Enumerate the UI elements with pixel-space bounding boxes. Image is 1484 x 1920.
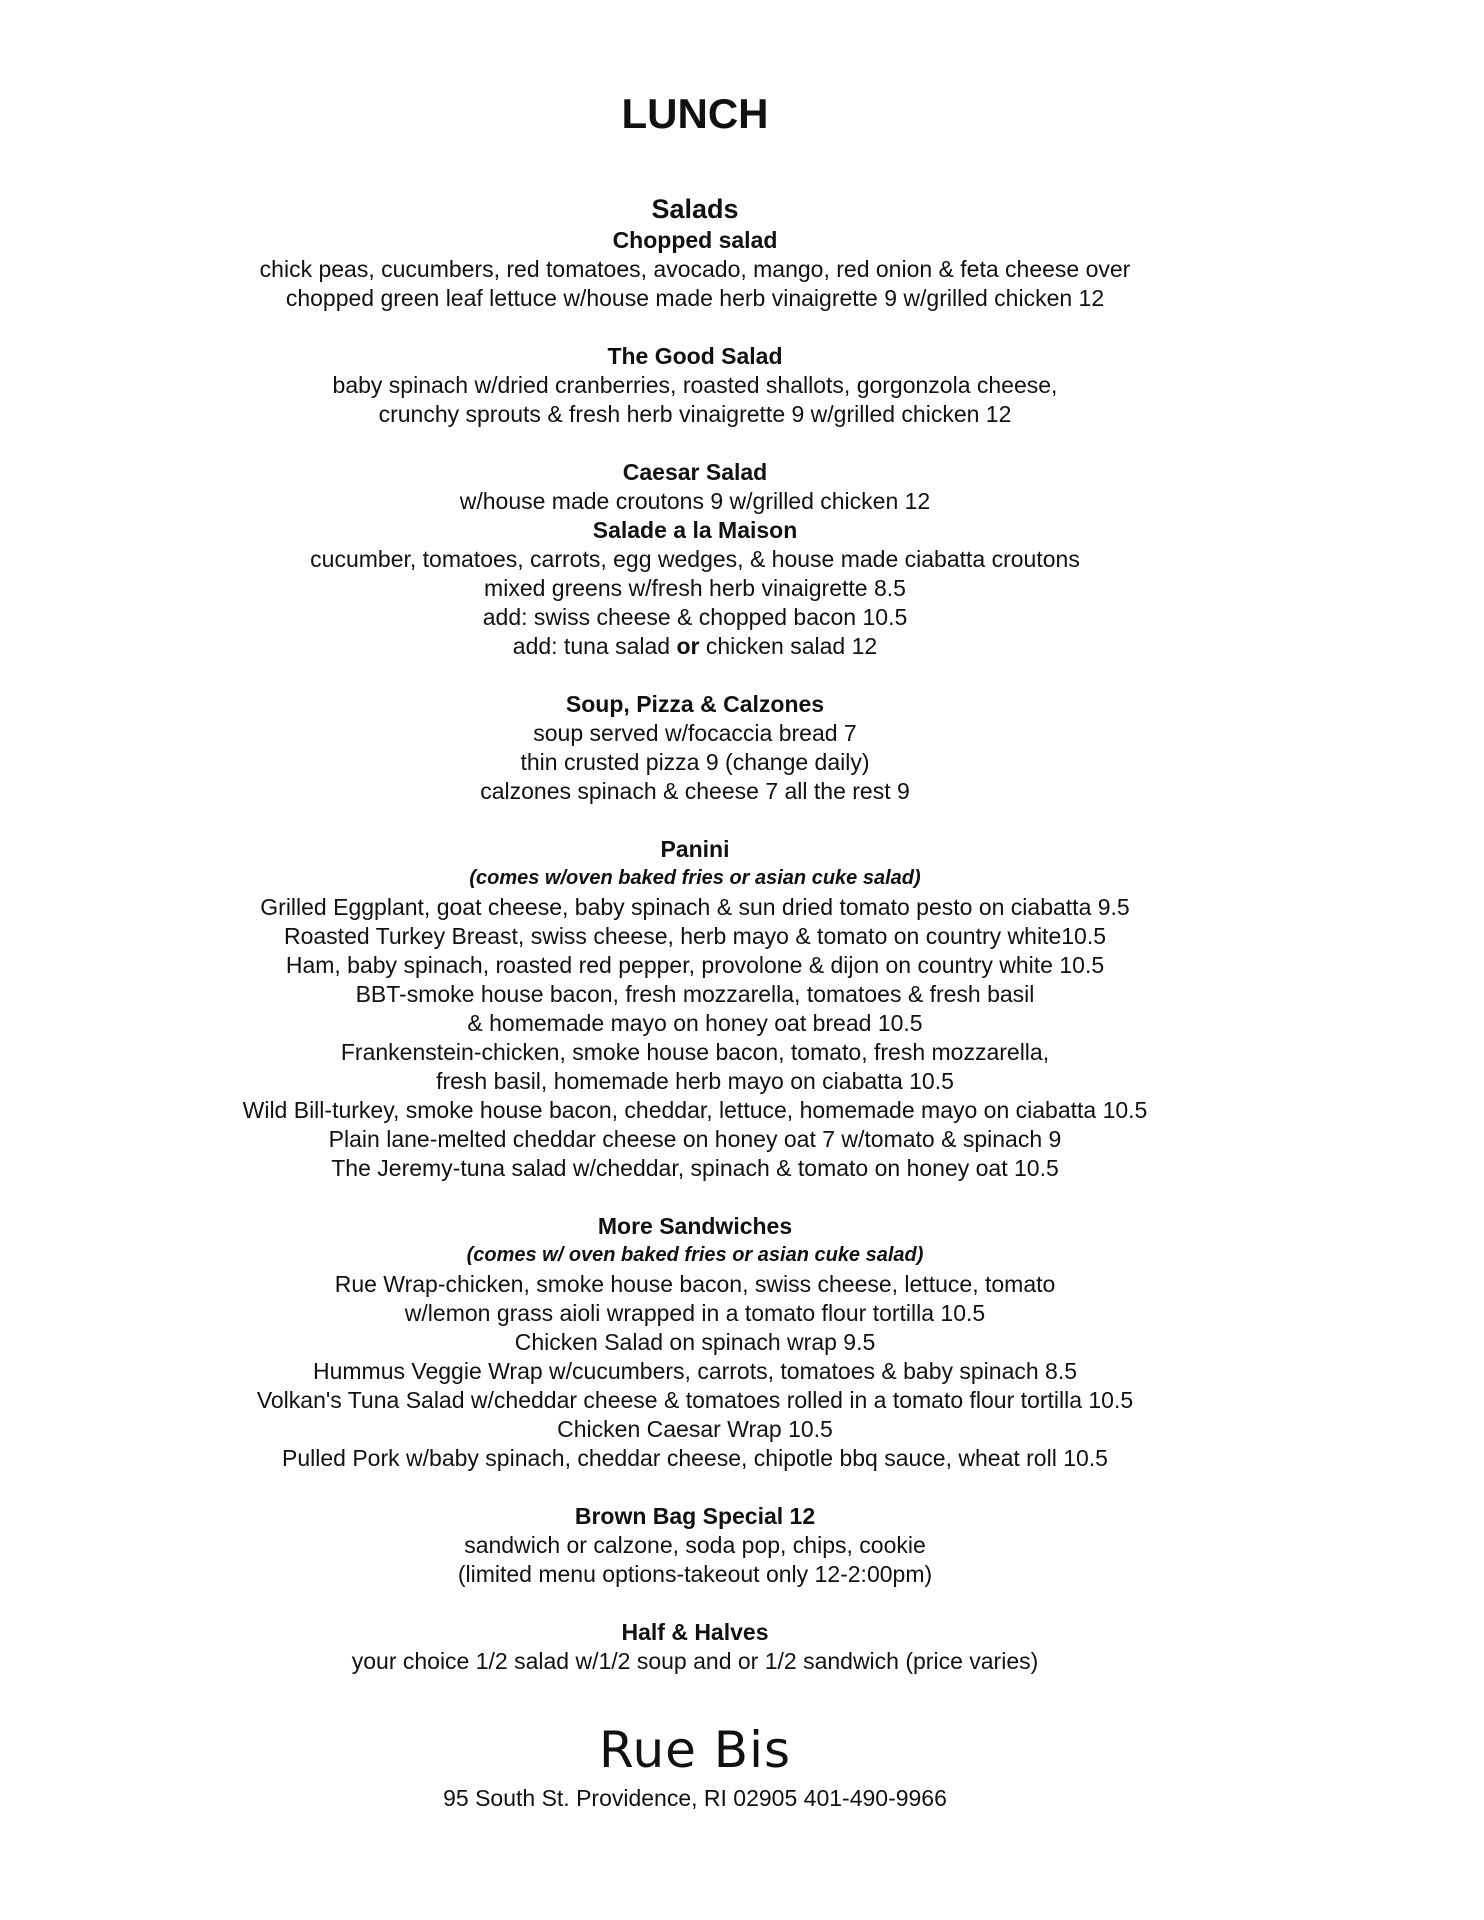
panini-heading: Panini	[660, 836, 730, 862]
page-title: LUNCH	[621, 90, 769, 137]
salads-heading: Salads	[651, 194, 739, 224]
panini-item: Frankenstein-chicken, smoke house bacon, tomato, fresh mozzarella,	[340, 1039, 1050, 1065]
panini-note: (comes w/oven baked fries or asian cuke salad)	[469, 867, 921, 889]
sandwiches-note: (comes w/ oven baked fries or asian cuke salad)	[466, 1244, 924, 1266]
chopped-salad-name: Chopped salad	[612, 227, 778, 253]
soup-section	[0, 690, 1390, 835]
panini-section	[0, 835, 1390, 1212]
halves-section	[0, 1618, 1390, 1676]
caesar-salad-name: Caesar Salad	[622, 459, 768, 485]
panini-item: Ham, baby spinach, roasted red pepper, provolone & dijon on country white 10.5	[285, 952, 1105, 978]
soup-item: soup served w/focaccia bread 7	[533, 720, 857, 746]
brown-bag-section	[0, 1502, 1390, 1618]
sandwich-item: Hummus Veggie Wrap w/cucumbers, carrots, tomatoes & baby spinach 8.5	[312, 1358, 1078, 1384]
maison-salad-name: Salade a la Maison	[592, 517, 798, 543]
maison-add-or: or	[676, 633, 700, 659]
soup-item: calzones spinach & cheese 7 all the rest 9	[480, 778, 910, 804]
soup-heading: Soup, Pizza & Calzones	[565, 691, 825, 717]
maison-salad-line	[0, 632, 1390, 661]
halves-item: your choice 1/2 salad w/1/2 soup and or 1/2 sandwich (price varies)	[351, 1648, 1039, 1674]
caesar-salad-line: w/house made croutons 9 w/grilled chicken 12	[459, 488, 931, 514]
maison-salad-line: add: swiss cheese & chopped bacon 10.5	[482, 604, 908, 630]
sandwich-item: Pulled Pork w/baby spinach, cheddar cheese, chipotle bbq sauce, wheat roll 10.5	[282, 1445, 1108, 1471]
sandwich-item: Chicken Salad on spinach wrap 9.5	[514, 1329, 876, 1355]
good-salad-line: baby spinach w/dried cranberries, roasted shallots, gorgonzola cheese,	[332, 372, 1058, 398]
soup-item: thin crusted pizza 9 (change daily)	[520, 749, 870, 775]
panini-item: Grilled Eggplant, goat cheese, baby spinach & sun dried tomato pesto on ciabatta 9.5	[260, 894, 1130, 920]
sandwiches-heading: More Sandwiches	[597, 1213, 793, 1239]
sandwich-item: Rue Wrap-chicken, smoke house bacon, swiss cheese, lettuce, tomato	[334, 1271, 1056, 1297]
good-salad-name: The Good Salad	[607, 343, 783, 369]
sandwich-item: w/lemon grass aioli wrapped in a tomato flour tortilla 10.5	[404, 1300, 986, 1326]
brown-bag-item: (limited menu options-takeout only 12-2:00pm)	[457, 1561, 933, 1587]
brown-bag-heading: Brown Bag Special 12	[574, 1503, 816, 1529]
panini-item: Plain lane-melted cheddar cheese on honey oat 7 w/tomato & spinach 9	[328, 1126, 1062, 1152]
maison-add-suffix: chicken salad 12	[699, 633, 878, 659]
panini-item: Roasted Turkey Breast, swiss cheese, herb mayo & tomato on country white10.5	[283, 923, 1106, 949]
restaurant-address: 95 South St. Providence, RI 02905 401-490-9966	[443, 1785, 947, 1811]
panini-item: BBT-smoke house bacon, fresh mozzarella, tomatoes & fresh basil	[355, 981, 1035, 1007]
restaurant-logo: Rue Bis	[598, 1721, 792, 1779]
maison-salad-line: mixed greens w/fresh herb vinaigrette 8.5	[484, 575, 906, 601]
menu-body	[0, 192, 1390, 1676]
sandwich-item: Volkan's Tuna Salad w/cheddar cheese & tomatoes rolled in a tomato flour tortilla 10.5	[256, 1387, 1134, 1413]
good-salad-line: crunchy sprouts & fresh herb vinaigrette 9 w/grilled chicken 12	[378, 401, 1012, 427]
chopped-salad-line: chick peas, cucumbers, red tomatoes, avocado, mango, red onion & feta cheese over	[259, 256, 1131, 282]
maison-salad-line: cucumber, tomatoes, carrots, egg wedges, & house made ciabatta croutons	[310, 546, 1080, 572]
sandwich-item: Chicken Caesar Wrap 10.5	[557, 1416, 833, 1442]
panini-item: The Jeremy-tuna salad w/cheddar, spinach & tomato on honey oat 10.5	[331, 1155, 1059, 1181]
brown-bag-item: sandwich or calzone, soda pop, chips, cookie	[464, 1532, 926, 1558]
sandwiches-section	[0, 1212, 1390, 1502]
chopped-salad-line: chopped green leaf lettuce w/house made herb vinaigrette 9 w/grilled chicken 12	[285, 285, 1105, 311]
halves-heading: Half & Halves	[621, 1619, 769, 1645]
panini-item: & homemade mayo on honey oat bread 10.5	[467, 1010, 923, 1036]
panini-item: Wild Bill-turkey, smoke house bacon, cheddar, lettuce, homemade mayo on ciabatta 10.5	[242, 1097, 1148, 1123]
maison-add-prefix: add: tuna salad	[512, 633, 677, 659]
panini-item: fresh basil, homemade herb mayo on ciabatta 10.5	[436, 1068, 954, 1094]
salads-section	[0, 192, 1390, 690]
